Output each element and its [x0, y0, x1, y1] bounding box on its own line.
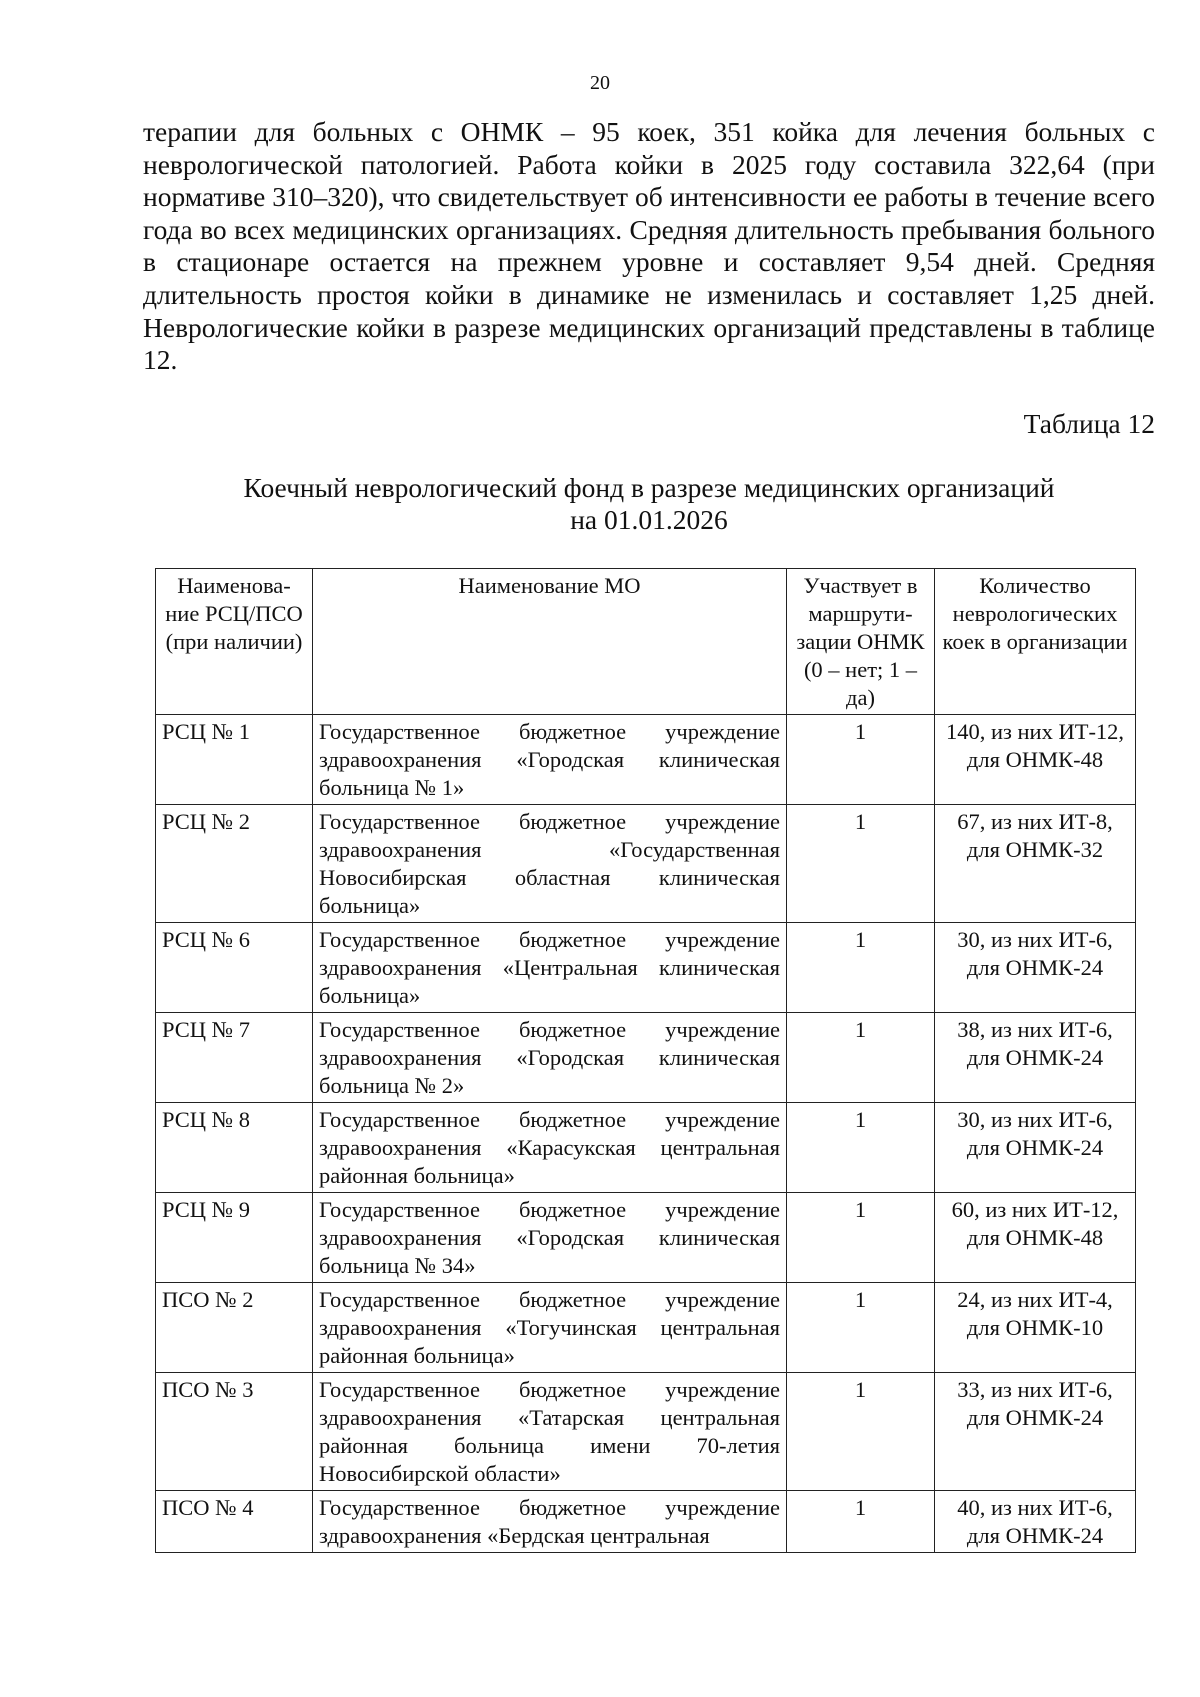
cell-bed-count: 24, из них ИТ-4, для ОНМК-10 — [935, 1283, 1136, 1373]
table-row — [156, 1193, 1136, 1283]
cell-routing: 1 — [787, 1283, 935, 1373]
cell-routing: 1 — [787, 1103, 935, 1193]
cell-mo-name: Государственное бюджетное учреждение здравоохранения «Тогучинская центральная районная больница» — [313, 1283, 787, 1373]
table-row — [156, 805, 1136, 923]
cell-mo-name: Государственное бюджетное учреждение здравоохранения «Городская клиническая больница № 1» — [313, 715, 787, 805]
table-header-row — [156, 569, 1136, 715]
table-row — [156, 1103, 1136, 1193]
table-row — [156, 1283, 1136, 1373]
cell-center-code: РСЦ № 7 — [156, 1013, 313, 1103]
cell-bed-count: 33, из них ИТ-6, для ОНМК-24 — [935, 1373, 1136, 1491]
header-mo-name: Наименование МО — [313, 569, 787, 715]
cell-center-code: ПСО № 2 — [156, 1283, 313, 1373]
table-title — [143, 472, 1155, 536]
page-number: 20 — [590, 72, 610, 94]
cell-routing: 1 — [787, 1491, 935, 1553]
cell-center-code: ПСО № 4 — [156, 1491, 313, 1553]
header-center-name: Наименова-ние РСЦ/ПСО (при наличии) — [156, 569, 313, 715]
table-title-line-2: на 01.01.2026 — [570, 504, 728, 535]
cell-bed-count: 30, из них ИТ-6, для ОНМК-24 — [935, 1103, 1136, 1193]
cell-routing: 1 — [787, 1193, 935, 1283]
header-bed-count: Количество неврологических коек в организации — [935, 569, 1136, 715]
table-title-line-1: Коечный неврологический фонд в разрезе медицинских организаций — [243, 472, 1055, 503]
table-label: Таблица 12 — [1023, 408, 1155, 439]
cell-bed-count: 67, из них ИТ-8, для ОНМК-32 — [935, 805, 1136, 923]
cell-center-code: РСЦ № 6 — [156, 923, 313, 1013]
cell-mo-name: Государственное бюджетное учреждение здравоохранения «Государственная Новосибирская областная клиническая больница» — [313, 805, 787, 923]
table-row — [156, 1013, 1136, 1103]
table-row — [156, 1491, 1136, 1553]
cell-center-code: РСЦ № 9 — [156, 1193, 313, 1283]
cell-bed-count: 40, из них ИТ-6, для ОНМК-24 — [935, 1491, 1136, 1553]
cell-routing: 1 — [787, 923, 935, 1013]
cell-center-code: РСЦ № 2 — [156, 805, 313, 923]
cell-bed-count: 38, из них ИТ-6, для ОНМК-24 — [935, 1013, 1136, 1103]
cell-routing: 1 — [787, 1013, 935, 1103]
cell-mo-name: Государственное бюджетное учреждение здравоохранения «Татарская центральная районная больница имени 70-летия Новосибирской области» — [313, 1373, 787, 1491]
cell-center-code: ПСО № 3 — [156, 1373, 313, 1491]
body-paragraph: терапии для больных с ОНМК – 95 коек, 351 койка для лечения больных с неврологической патологией. Работа койки в 2025 году составила 322,64 (при нормативе 310–320), что свидетельствует об интенсивности ее работы в течение всего года во всех медицинских организациях. Средняя длительность пребывания больного в стационаре остается на прежнем уровне и составляет 9,54 дней. Средняя длительность простоя койки в динамике не изменилась и составляет 1,25 дней. Неврологические койки в разрезе медицинских организаций представлены в таблице 12. — [143, 116, 1155, 376]
cell-routing: 1 — [787, 1373, 935, 1491]
cell-center-code: РСЦ № 1 — [156, 715, 313, 805]
cell-bed-count: 60, из них ИТ-12, для ОНМК-48 — [935, 1193, 1136, 1283]
cell-bed-count: 30, из них ИТ-6, для ОНМК-24 — [935, 923, 1136, 1013]
table-row — [156, 715, 1136, 805]
cell-bed-count: 140, из них ИТ-12, для ОНМК-48 — [935, 715, 1136, 805]
cell-center-code: РСЦ № 8 — [156, 1103, 313, 1193]
cell-mo-name: Государственное бюджетное учреждение здравоохранения «Городская клиническая больница № 2» — [313, 1013, 787, 1103]
cell-mo-name: Государственное бюджетное учреждение здравоохранения «Бердская центральная — [313, 1491, 787, 1553]
cell-mo-name: Государственное бюджетное учреждение здравоохранения «Центральная клиническая больница» — [313, 923, 787, 1013]
cell-routing: 1 — [787, 805, 935, 923]
header-routing: Участвует в маршрути-зации ОНМК (0 – нет; 1 – да) — [787, 569, 935, 715]
cell-routing: 1 — [787, 715, 935, 805]
cell-mo-name: Государственное бюджетное учреждение здравоохранения «Городская клиническая больница № 34» — [313, 1193, 787, 1283]
neurology-beds-table — [155, 568, 1136, 1553]
table-row — [156, 1373, 1136, 1491]
cell-mo-name: Государственное бюджетное учреждение здравоохранения «Карасукская центральная районная больница» — [313, 1103, 787, 1193]
table-row — [156, 923, 1136, 1013]
